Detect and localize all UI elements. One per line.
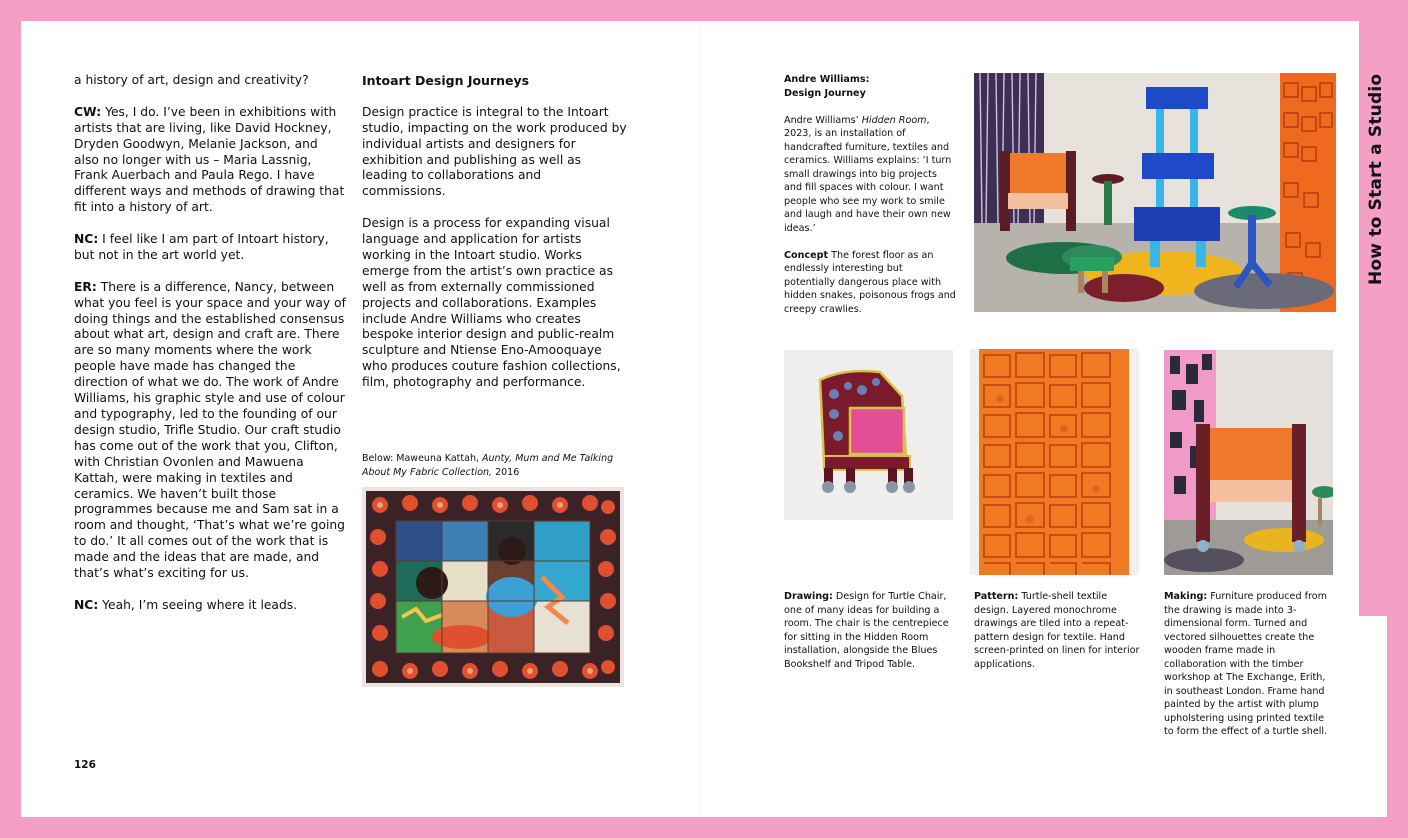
pattern-caption bbox=[974, 590, 1144, 671]
caption-label: Drawing: bbox=[784, 591, 833, 602]
paragraph-nc bbox=[74, 232, 346, 264]
block-title bbox=[784, 73, 956, 100]
intro-line: a history of art, design and creativity? bbox=[74, 73, 309, 87]
quilt-panels bbox=[396, 521, 590, 653]
paragraph-text: Yeah, I’m seeing where it leads. bbox=[102, 597, 298, 612]
caption-label: Pattern: bbox=[974, 591, 1019, 602]
paragraph-text: I feel like I am part of Intoart history, but not in the art world yet. bbox=[74, 232, 329, 262]
page-number: 126 bbox=[74, 759, 96, 771]
title-line: Andre Williams: bbox=[784, 74, 870, 85]
design-journeys-column bbox=[362, 73, 627, 407]
title-line: Design Journey bbox=[784, 87, 866, 99]
work-title: Hidden Room bbox=[861, 114, 927, 126]
concept-text: The forest floor as an endlessly interesting but potentially dangerous place with hidden snakes, poisonous frogs and creepy crawlies. bbox=[784, 249, 956, 315]
chapter-side-title: How to Start a Studio bbox=[1366, 73, 1386, 285]
concept-label: Concept bbox=[784, 249, 829, 261]
caption-year: 2016 bbox=[492, 466, 520, 478]
caption-title: Aunty, Mum and Me Talking About My Fabric Collection, bbox=[362, 453, 614, 478]
speaker: NC: bbox=[74, 232, 99, 247]
andre-williams-block bbox=[784, 73, 956, 330]
hidden-room-photo bbox=[974, 73, 1336, 312]
paragraph-text: Yes, I do. I’ve been in exhibitions with artists that are living, like David Hockney, Dryden Goodwyn, Melanie Jackson, and also no longer with us – Maria Lassnig, Frank Auerbach and Paula Rego. I have different ways and methods of drawing that fit into a history of art. bbox=[74, 104, 345, 215]
intro-text: , 2023, is an installation of handcrafted furniture, textiles and ceramics. Williams explains: ‘I turn small drawings into big projects and fill spaces with colour. I want people who see my work to smile and laugh and have their own new ideas.’ bbox=[784, 114, 952, 234]
caption-label: Making: bbox=[1164, 591, 1208, 602]
speaker: ER: bbox=[74, 279, 97, 294]
caption-text: Furniture produced from the drawing is made into 3-dimensional form. Turned and vectored silhouettes create the wooden frame made in collaboration with the timber workshop at The Exchange, Erith, in southeast London. Frame hand painted by the artist with plump upholstering using printed textile to form the effect of a turtle shell. bbox=[1164, 591, 1328, 737]
fabric-collection-artwork bbox=[362, 487, 624, 687]
paragraph: Design practice is integral to the Intoart studio, impacting on the work produced by individual artists and designers for exhibition and publishing as well as leading to collaborations and commissions. bbox=[362, 104, 627, 199]
interview-column bbox=[74, 73, 346, 630]
making-caption bbox=[1164, 590, 1330, 739]
paragraph-er bbox=[74, 280, 346, 582]
concept-paragraph bbox=[784, 249, 956, 317]
speaker: NC: bbox=[74, 597, 99, 612]
paragraph: Design is a process for expanding visual language and application for artists working in the Intoart studio. Works emerge from the artist’s own practice as well as from externally commissioned projects and collaborations. Examples include Andre Williams who creates bespoke interior design and public-realm sculpture and Ntiense Eno-Amooquaye who produces couture fashion collections, film, photography and performance. bbox=[362, 216, 621, 390]
spine-gutter bbox=[699, 21, 701, 817]
paragraph-nc-final bbox=[74, 598, 346, 614]
paragraph-text: There is a difference, Nancy, between what you feel is your space and your way of doing things and the established consensus about what art, design and craft are. There are so many moments where the work people have made has changed the direction of what we do. The work of Andre Williams, his graphic style and use of colour and typography, led to the founding of our design studio, Trifle Studio. Our craft studio has come out of the work that you, Clifton, with Christian Ovonlen and Mawuena Kattah, were making in textiles and ceramics. We haven’t built those programmes because me and Sam sat in a room and thought, ‘That’s what we’re going to do.’ It all comes out of the work that is made and the ideas that are made, and that’s what’s exciting for us. bbox=[74, 279, 346, 581]
turtle-shell-pattern bbox=[970, 349, 1139, 575]
caption-text: Design for Turtle Chair, one of many ideas for building a room. The chair is the centrepiece for sitting in the Hidden Room installation, alongside the Blues Bookshelf and Tripod Table. bbox=[784, 591, 949, 670]
paragraph-cw bbox=[74, 105, 346, 216]
section-heading: Intoart Design Journeys bbox=[362, 73, 530, 88]
speaker: CW: bbox=[74, 104, 102, 119]
drawing-caption bbox=[784, 590, 950, 671]
caption-text: Turtle-shell textile design. Layered monochrome drawings are tiled into a repeat-pattern design for textile. Hand screen-printed on linen for interior applications. bbox=[974, 591, 1140, 670]
right-page-tab bbox=[1359, 616, 1387, 817]
caption-prefix: Below: Maweuna Kattah, bbox=[362, 453, 483, 464]
intro-paragraph bbox=[784, 114, 956, 236]
intro-prefix: Andre Williams’ bbox=[784, 114, 862, 126]
turtle-chair-making-photo bbox=[1164, 350, 1333, 575]
image-caption bbox=[362, 452, 624, 479]
turtle-chair-drawing bbox=[784, 350, 953, 520]
